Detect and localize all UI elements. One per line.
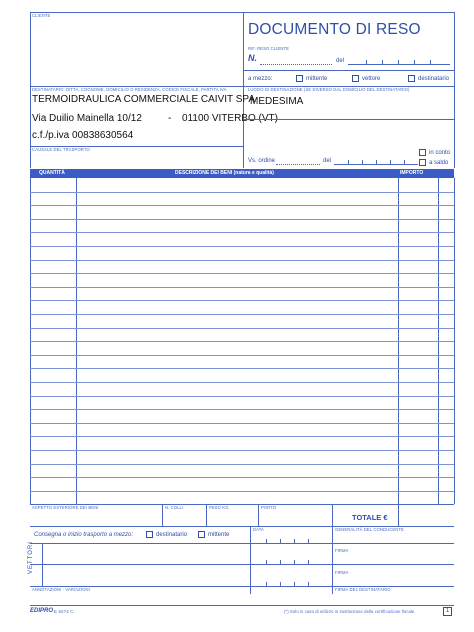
table-row[interactable] (30, 300, 454, 301)
table-row[interactable] (30, 219, 454, 220)
date-tick (308, 582, 309, 586)
table-row[interactable] (30, 328, 454, 329)
recipient-city: 01100 VITERBO (VT) (182, 113, 278, 124)
footer-line (30, 564, 454, 565)
table-row[interactable] (30, 232, 454, 233)
table-row[interactable] (30, 205, 454, 206)
a-saldo-checkbox[interactable]: a saldo (419, 159, 448, 166)
number-field[interactable] (260, 64, 332, 65)
footer-divider (332, 526, 333, 594)
return-document-form (26, 8, 455, 620)
in-conto-checkbox[interactable]: in conto (419, 149, 450, 156)
date-tick (376, 160, 377, 164)
date-tick (390, 160, 391, 164)
date-tick (430, 60, 431, 64)
footer-divider (258, 504, 259, 526)
date-tick (294, 539, 295, 543)
table-row[interactable] (30, 491, 454, 492)
consegna-destinatario-checkbox[interactable]: destinatario (146, 531, 187, 538)
consegna-label: Consegna o inizio trasporto a mezzo: (34, 532, 134, 538)
ordine-date-field[interactable] (334, 164, 418, 165)
top-border (30, 12, 454, 13)
document-title: DOCUMENTO DI RESO (248, 21, 421, 38)
date-tick (280, 582, 281, 586)
section-line (243, 70, 454, 71)
table-row[interactable] (30, 192, 454, 193)
firma-destinatario-label: FIRMA DEL DESTINATARIO (335, 587, 391, 592)
number-label: N. (248, 53, 257, 63)
date-tick (294, 582, 295, 586)
section-line (243, 119, 454, 120)
table-row[interactable] (30, 423, 454, 424)
table-row[interactable] (30, 273, 454, 274)
date-tick (362, 160, 363, 164)
form-code: E 5274 C (54, 609, 74, 614)
vettori-divider (42, 543, 43, 586)
mezzo-destinatario-checkbox[interactable]: destinatario (408, 75, 449, 82)
publisher-logo: EDIPRO (30, 608, 54, 614)
mezzo-mittente-checkbox[interactable]: mittente (296, 75, 327, 82)
date-tick (308, 539, 309, 543)
right-border (454, 12, 455, 168)
footer-divider (332, 504, 333, 526)
table-row[interactable] (30, 368, 454, 369)
date-tick (348, 160, 349, 164)
porto-label: PORTO (261, 505, 277, 510)
col-descrizione: DESCRIZIONE DEI BENI (natura e qualità) (175, 170, 274, 176)
causale-label: CAUSALE DEL TRASPORTO (32, 147, 90, 152)
mezzo-vettore-checkbox[interactable]: vettore (352, 75, 380, 82)
footer-divider (250, 526, 251, 594)
date-tick (266, 560, 267, 564)
table-row[interactable] (30, 260, 454, 261)
recipient-separator: - (168, 113, 172, 124)
date-tick (280, 539, 281, 543)
destination-place: MEDESIMA (250, 96, 304, 107)
conducente-label: GENERALITÀ DEL CONDUCENTE (335, 527, 404, 532)
colli-label: N. COLLI (165, 505, 184, 510)
footer-divider (162, 504, 163, 526)
recipient-name: TERMOIDRAULICA COMMERCIALE CAIVIT SPA (32, 94, 256, 105)
col-quantita: QUANTITÀ (39, 170, 65, 176)
left-border (30, 12, 31, 168)
totale-label: TOTALE € (352, 513, 388, 522)
table-row[interactable] (30, 409, 454, 410)
cliente-label: CLIENTE (32, 13, 51, 18)
table-row[interactable] (30, 477, 454, 478)
table-row[interactable] (30, 246, 454, 247)
footer-divider (398, 504, 399, 526)
table-row[interactable] (30, 287, 454, 288)
vs-ordine-field[interactable] (276, 164, 320, 165)
date-tick (404, 160, 405, 164)
rif-date-field[interactable] (348, 64, 450, 65)
date-tick (366, 60, 367, 64)
luogo-label: LUOGO DI DESTINAZIONE (SE DIVERSO DAL DOMICILIO DEL DESTINATARIO) (248, 87, 410, 92)
fiscal-note: (*) Solo in caso di utilizzo in sostituzione della certificazione fiscale (284, 609, 415, 614)
destinatario-label: DESTINATARIO: DITTA, COGNOME, DOMICILIO O RESIDENZA, CODICE FISCALE, PARTITA IVA (32, 87, 227, 92)
table-row[interactable] (30, 450, 454, 451)
date-tick (266, 539, 267, 543)
table-row[interactable] (30, 382, 454, 383)
consegna-mittente-checkbox[interactable]: mittente (198, 531, 229, 538)
footer-bottom-line (30, 605, 454, 606)
date-tick (280, 560, 281, 564)
table-right-border (454, 178, 455, 504)
header-divider (243, 12, 244, 168)
vettori-label: VETTORI (28, 541, 34, 574)
peso-label: PESO KG. (209, 505, 230, 510)
vs-ordine-label: Vs. ordine (248, 158, 276, 164)
date-tick (382, 60, 383, 64)
table-row[interactable] (30, 396, 454, 397)
table-row[interactable] (30, 341, 454, 342)
table-row[interactable] (30, 314, 454, 315)
table-row[interactable] (30, 355, 454, 356)
date-tick (398, 60, 399, 64)
a-mezzo-label: a mezzo: (248, 76, 273, 82)
recipient-tax-code: c.f./p.iva 00838630564 (32, 130, 134, 141)
items-table-header (30, 169, 454, 178)
rif-reso-label: RIF. RESO CLIENTE (248, 46, 290, 51)
firma-label-1: FIRMA (335, 548, 349, 553)
date-tick (266, 582, 267, 586)
table-row[interactable] (30, 436, 454, 437)
footer-divider (206, 504, 207, 526)
date-tick (294, 560, 295, 564)
recipient-street: Via Duilio Mainella 10/12 (32, 113, 142, 124)
col-importo: IMPORTO (400, 170, 424, 176)
aspetto-label: ASPETTO ESTERIORE DEI BENI (32, 505, 99, 510)
date-tick (308, 560, 309, 564)
table-row[interactable] (30, 464, 454, 465)
date-tick (414, 60, 415, 64)
ordine-del-label: del (323, 158, 332, 164)
copy-number: 1 (443, 607, 452, 616)
del-label: del (336, 58, 345, 64)
firma-label-2: FIRMA (335, 570, 349, 575)
annotazioni-label: ANNOTAZIONI - VARIAZIONI (32, 587, 90, 592)
footer-line (30, 543, 454, 544)
data-label: DATA (253, 527, 264, 532)
